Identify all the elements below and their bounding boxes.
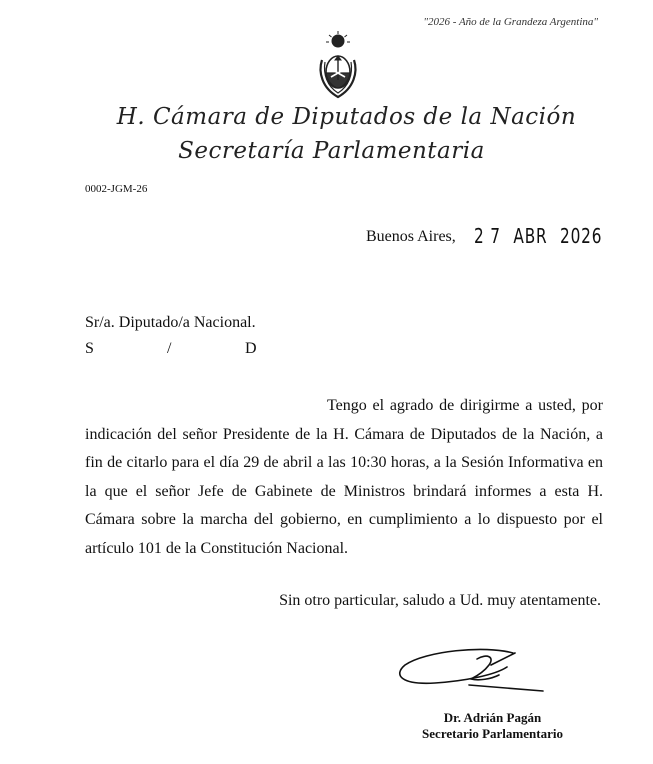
department-name: Secretaría Parlamentaria [178,138,485,164]
institution-name: H. Cámara de Diputados de la Nación [116,104,577,130]
argentina-coat-of-arms-icon [316,30,360,100]
salutation-slash: / [167,340,172,357]
institution-heading [0,104,653,164]
date-stamp-day: 2 7 [474,224,501,248]
closing-line: Sin otro particular, saludo a Ud. muy atentamente. [279,592,601,609]
handwritten-signature [395,643,545,699]
dateline-city: Buenos Aires, [366,228,456,245]
body-paragraph: Tengo el agrado de dirigirme a usted, por indicación del señor Presidente de la H. Cámara de Diputados de la Nación, a fin de citarlo para el día 29 de abril a las 10:30 horas, a la Sesión Informativa en la que el señor Jefe de Gabinete de Ministros brindará informes a esta H. Cámara sobre la marcha del gobierno, en cumplimiento a lo dispuesto por el artículo 101 de la Constitución Nacional. [85,397,603,557]
date-stamp [474,224,609,248]
reference-number: 0002-JGM-26 [85,183,148,195]
year-motto: "2026 - Año de la Grandeza Argentina" [423,16,598,28]
letter-body [85,392,603,563]
date-stamp-year: 2026 [560,224,603,248]
salutation-d: D [245,340,257,357]
salutation-s: S [85,340,94,357]
date-stamp-month: ABR [513,224,548,248]
signatory-name: Dr. Adrián Pagán [443,710,542,725]
recipient-line: Sr/a. Diputado/a Nacional. [85,314,256,331]
signatory-title: Secretario Parlamentario [422,726,563,741]
